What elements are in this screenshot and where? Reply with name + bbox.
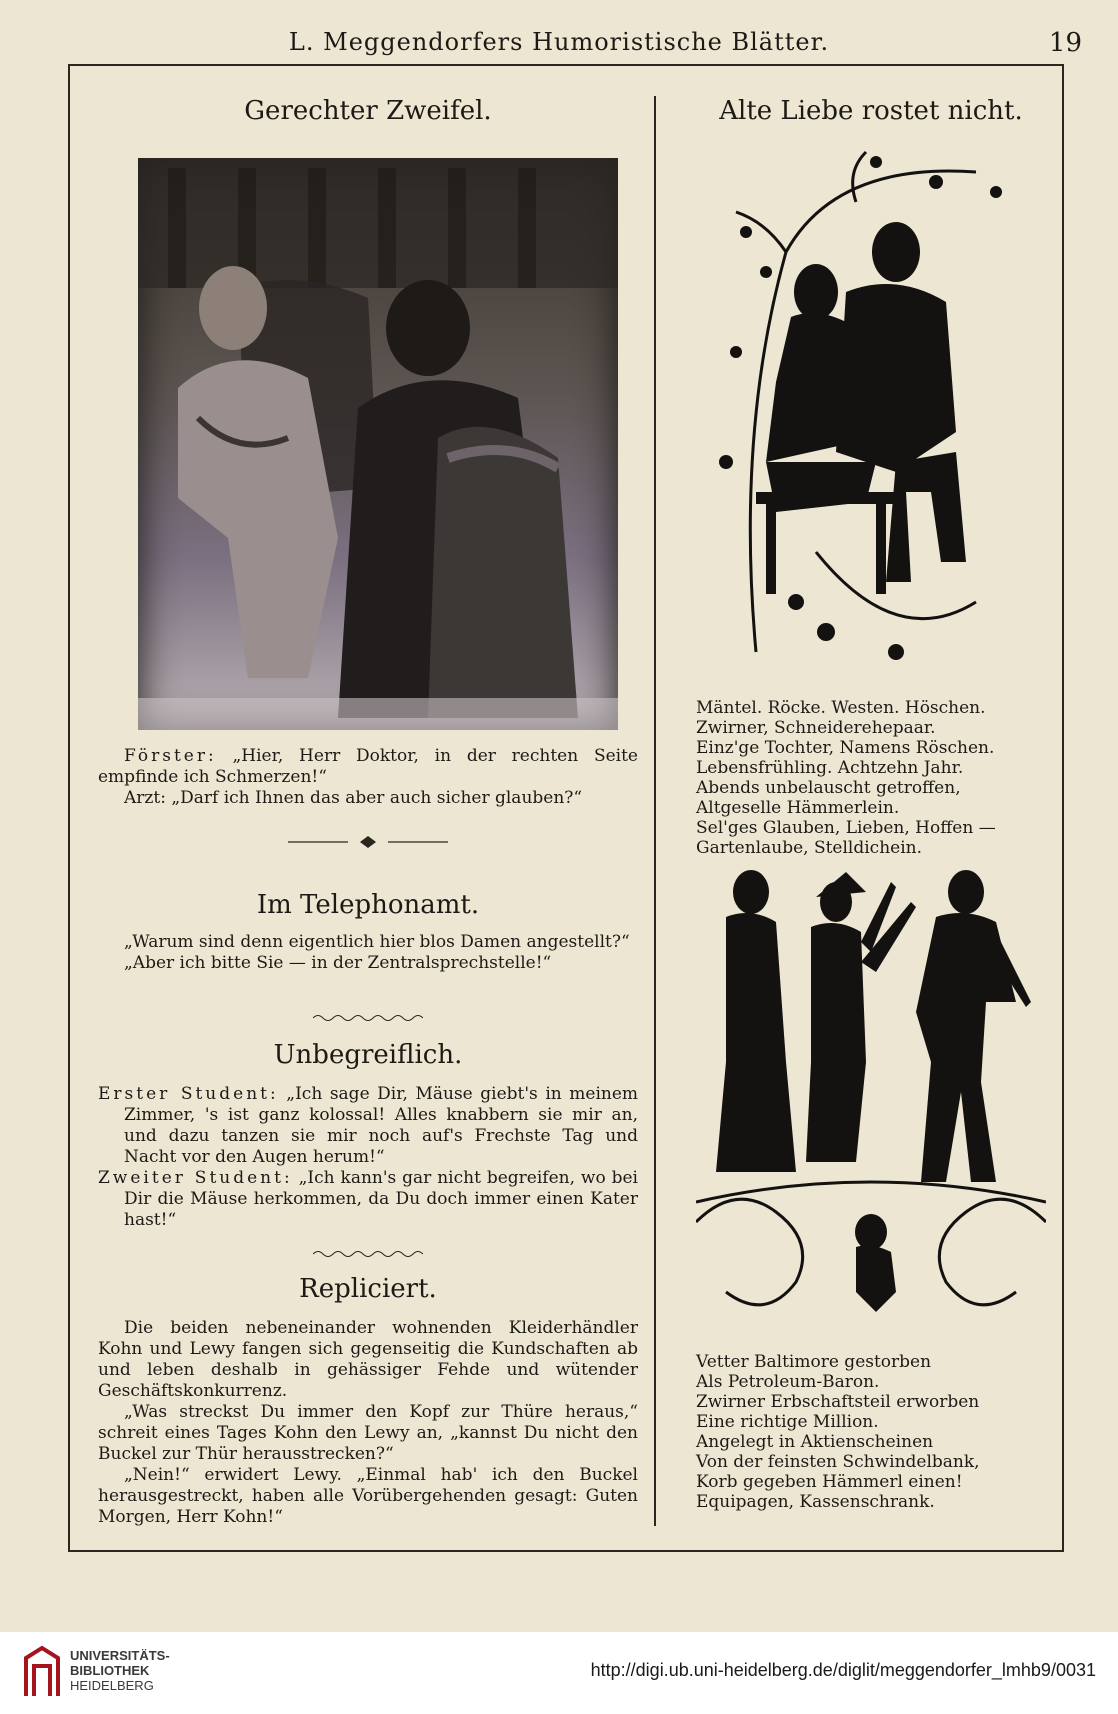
verse1-line: Altgeselle Hämmerlein. bbox=[696, 798, 900, 818]
permalink-url[interactable]: http://digi.ub.uni-heidelberg.de/diglit/meggendorfer_lmhb9/0031 bbox=[590, 1660, 1096, 1680]
library-logo-icon bbox=[22, 1644, 62, 1700]
ornament-divider bbox=[98, 834, 638, 853]
story-text-repliciert bbox=[98, 1318, 638, 1528]
verse2-line: Korb gegeben Hämmerl einen! bbox=[696, 1472, 963, 1492]
poem-verse-2 bbox=[696, 1352, 1046, 1512]
silhouette-family-illustration bbox=[696, 862, 1046, 1342]
story-text-gerechter-zweifel bbox=[98, 746, 638, 809]
speaker-zweiter-student: Zweiter Student: bbox=[98, 1168, 293, 1188]
institution-name bbox=[70, 1648, 170, 1693]
verse2-line: Als Petroleum-Baron. bbox=[696, 1372, 880, 1392]
verse1-line: Gartenlaube, Stelldichein. bbox=[696, 838, 923, 858]
right-column bbox=[696, 96, 1046, 1512]
illustration-doctor-patient-svg bbox=[138, 158, 618, 730]
page-number: 19 bbox=[1048, 28, 1082, 58]
story-text-telephonamt bbox=[98, 932, 638, 974]
speaker-arzt: Arzt: bbox=[124, 788, 166, 808]
dialogue-telephonamt-1: „Warum sind denn eigentlich hier blos Damen angestellt?“ bbox=[124, 932, 630, 952]
verse2-line: Von der feinsten Schwindelbank, bbox=[696, 1452, 980, 1472]
story-title-repliciert: Repliciert. bbox=[299, 1274, 437, 1304]
silhouette-couple-svg bbox=[696, 132, 1046, 692]
story-title-gerechter-zweifel: Gerechter Zweifel. bbox=[244, 96, 492, 126]
verse1-line: Abends unbelauscht getroffen, bbox=[696, 778, 961, 798]
wave-divider-2-svg bbox=[313, 1249, 423, 1259]
dialogue-foerster: „Hier, Herr Doktor, in der rechten Seite empfinde ich Schmerzen!“ bbox=[98, 746, 638, 787]
dialogue-erster-student: „Ich sage Dir, Mäuse giebt's in meinem Zimmer, 's ist ganz kolossal! Alles knabbern sie mir an, und dazu tanzen sie mir noch auf's Frechste Tag und Nacht vor den Augen herum!“ bbox=[124, 1084, 639, 1167]
verse2-line: Angelegt in Aktienscheinen bbox=[696, 1432, 934, 1452]
verse1-line: Mäntel. Röcke. Westen. Höschen. bbox=[696, 698, 986, 718]
speaker-foerster: Förster: bbox=[124, 746, 217, 766]
footer-bar bbox=[0, 1632, 1118, 1714]
speaker-erster-student: Erster Student: bbox=[98, 1084, 279, 1104]
verse2-line: Equipagen, Kassenschrank. bbox=[696, 1492, 935, 1512]
institution-line-3: HEIDELBERG bbox=[70, 1678, 154, 1693]
running-title: L. Meggendorfers Humoristische Blätter. bbox=[288, 28, 830, 56]
column-divider bbox=[654, 96, 656, 1526]
verse2-line: Vetter Baltimore gestorben bbox=[696, 1352, 932, 1372]
dialogue-telephonamt-2: „Aber ich bitte Sie — in der Zentralsprechstelle!“ bbox=[124, 953, 552, 973]
silhouette-family-svg bbox=[696, 862, 1046, 1342]
wave-divider-2 bbox=[98, 1244, 638, 1263]
wave-divider-1-svg bbox=[313, 1013, 423, 1023]
repliciert-paragraph-1: Die beiden nebeneinander wohnenden Kleiderhändler Kohn und Lewy fangen sich gegenseitig die Kundschaften ab und leben deshalb in gehässiger Fehde und wütender Geschäftskonkurrenz. bbox=[98, 1318, 638, 1401]
silhouette-couple-illustration bbox=[696, 132, 1046, 692]
poem-verse-1 bbox=[696, 698, 1046, 858]
library-logo-svg bbox=[22, 1644, 62, 1700]
left-column bbox=[98, 96, 639, 1527]
dialogue-arzt: „Darf ich Ihnen das aber auch sicher glauben?“ bbox=[171, 788, 583, 808]
ornament-divider-svg bbox=[288, 835, 448, 849]
repliciert-paragraph-3: „Nein!“ erwidert Lewy. „Einmal hab' ich den Buckel herausgestreckt, haben alle Vorübergehenden gesagt: Guten Morgen, Herr Kohn!“ bbox=[98, 1465, 638, 1527]
story-title-telephonamt: Im Telephonamt. bbox=[256, 890, 480, 920]
institution-line-1: UNIVERSITÄTS- bbox=[70, 1648, 170, 1663]
illustration-doctor-patient bbox=[138, 158, 618, 730]
verse1-line: Einz'ge Tochter, Namens Röschen. bbox=[696, 738, 995, 758]
poem-title: Alte Liebe rostet nicht. bbox=[719, 96, 1023, 126]
story-title-unbegreiflich: Unbegreiflich. bbox=[273, 1040, 463, 1070]
repliciert-paragraph-2: „Was streckst Du immer den Kopf zur Thüre heraus,“ schreit eines Tages Kohn den Lewy an, „kannst Du nicht den Buckel zur Thür herausstrecken?“ bbox=[98, 1402, 638, 1464]
verse1-line: Lebensfrühling. Achtzehn Jahr. bbox=[696, 758, 964, 778]
story-text-unbegreiflich bbox=[98, 1084, 638, 1231]
verse1-line: Zwirner, Schneiderehepaar. bbox=[696, 718, 936, 738]
wave-divider-1 bbox=[98, 1008, 638, 1027]
dialogue-zweiter-student: „Ich kann's gar nicht begreifen, wo bei Dir die Mäuse herkommen, da Du doch immer einen Kater hast!“ bbox=[124, 1168, 638, 1230]
institution-line-2: BIBLIOTHEK bbox=[70, 1663, 150, 1678]
verse2-line: Eine richtige Million. bbox=[696, 1412, 879, 1432]
verse1-line: Sel'ges Glauben, Lieben, Hoffen — bbox=[696, 818, 996, 838]
verse2-line: Zwirner Erbschaftsteil erworben bbox=[696, 1392, 980, 1412]
